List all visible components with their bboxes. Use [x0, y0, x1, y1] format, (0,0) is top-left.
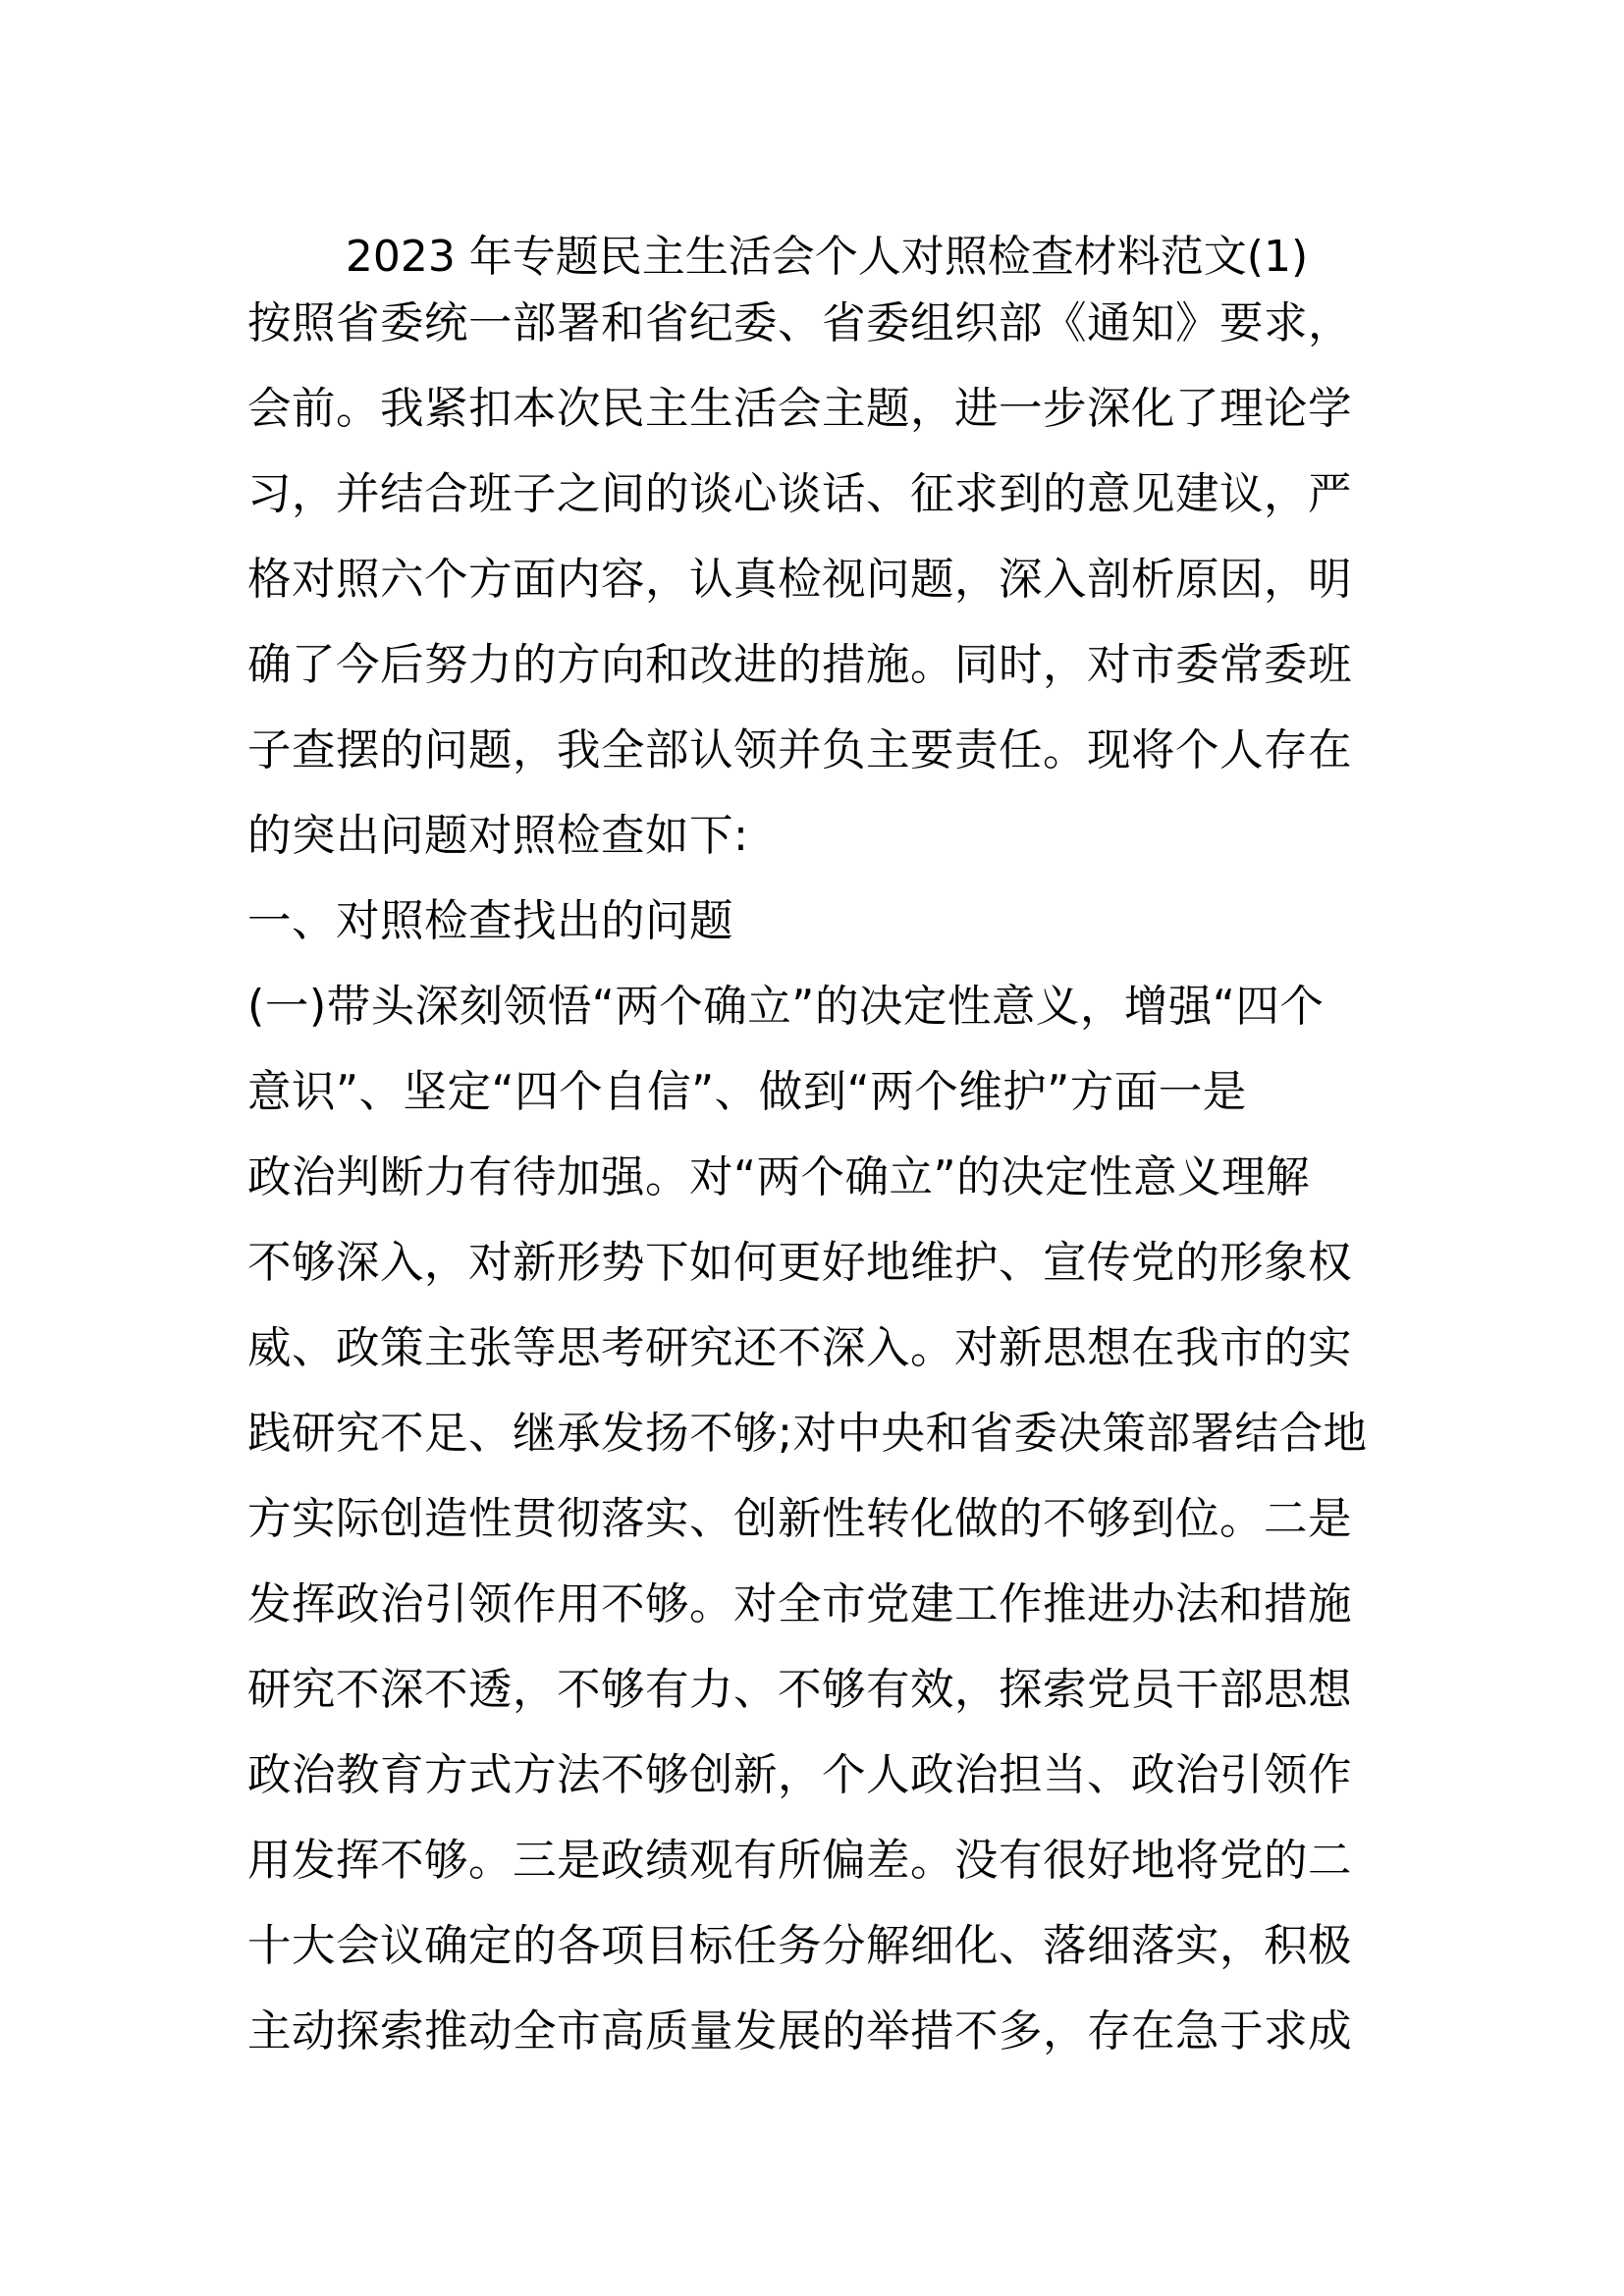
text-line: 研究不深不透，不够有力、不够有效，探索党员干部思想 — [247, 1665, 1353, 1715]
text-line: 的突出问题对照检查如下: — [247, 811, 749, 861]
text-line: 会前。我紧扣本次民主生活会主题，进一步深化了理论学 — [247, 384, 1353, 434]
text-line: 按照省委统一部署和省纪委、省委组织部《通知》要求， — [247, 298, 1353, 348]
text-line: 用发挥不够。三是政绩观有所偏差。没有很好地将党的二 — [247, 1836, 1353, 1886]
text-line: 威、政策主张等思考研究还不深入。对新思想在我市的实 — [247, 1323, 1353, 1373]
text-line: 践研究不足、继承发扬不够;对中央和省委决策部署结合地 — [247, 1409, 1368, 1459]
text-line: 不够深入，对新形势下如何更好地维护、宣传党的形象权 — [247, 1238, 1353, 1288]
text-line: 方实际创造性贯彻落实、创新性转化做的不够到位。二是 — [247, 1494, 1353, 1544]
text-line: 习，并结合班子之间的谈心谈话、征求到的意见建议，严 — [247, 469, 1353, 519]
text-line: 意识”、坚定“四个自信”、做到“两个维护”方面一是 — [247, 1067, 1247, 1117]
text-line: 格对照六个方面内容，认真检视问题，深入剖析原因，明 — [247, 555, 1353, 605]
subsection-heading: (一)带头深刻领悟“两个确立”的决定性意义，增强“四个 — [247, 982, 1325, 1032]
text-line: 子查摆的问题，我全部认领并负主要责任。现将个人存在 — [247, 725, 1353, 775]
document-title: 2023 年专题民主生活会个人对照检查材料范文(1) — [345, 232, 1309, 282]
text-line: 发挥政治引领作用不够。对全市党建工作推进办法和措施 — [247, 1579, 1353, 1629]
text-line: 十大会议确定的各项目标任务分解细化、落细落实，积极 — [247, 1921, 1353, 1971]
text-line: 政治判断力有待加强。对“两个确立”的决定性意义理解 — [247, 1152, 1311, 1202]
section-heading: 一、对照检查找出的问题 — [247, 896, 734, 946]
text-line: 确了今后努力的方向和改进的措施。同时，对市委常委班 — [247, 640, 1353, 690]
text-line: 政治教育方式方法不够创新，个人政治担当、政治引领作 — [247, 1750, 1353, 1800]
text-line: 主动探索推动全市高质量发展的举措不多，存在急于求成 — [247, 2006, 1353, 2056]
document-body — [247, 281, 1396, 2074]
